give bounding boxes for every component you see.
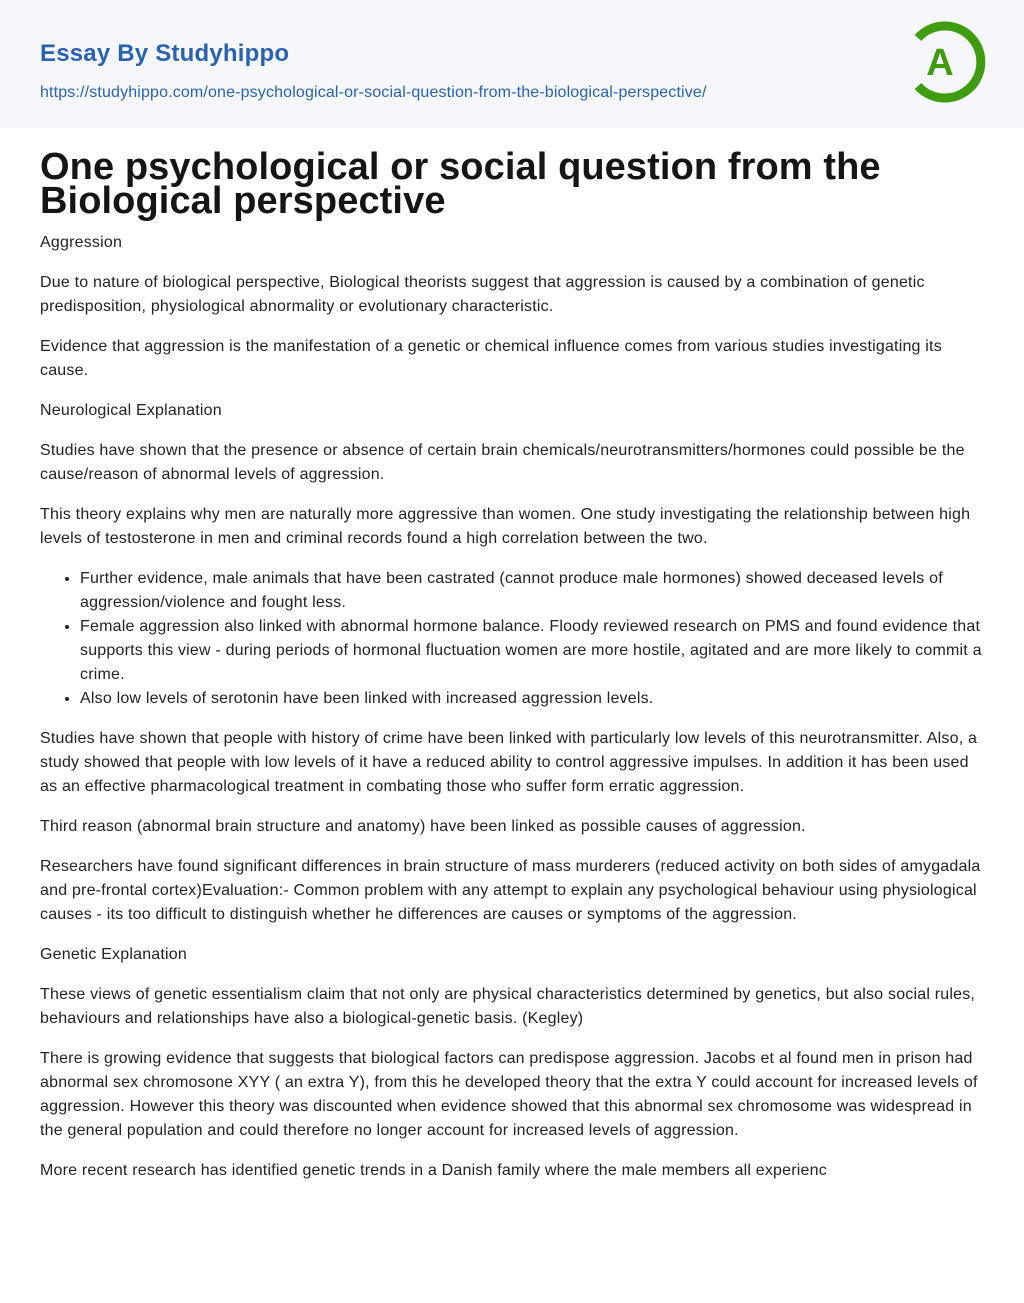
paragraph: Studies have shown that the presence or absence of certain brain chemicals/neurotransmitters/hormones could possible be the cause/reason of abnormal levels of aggression. [40,442,965,483]
svg-text:A: A [926,42,954,84]
paragraph: Aggression [40,234,123,251]
paragraph: More recent research has identified genetic trends in a Danish family where the male members all experienc [40,1162,827,1179]
paragraph: This theory explains why men are naturally more aggressive than women. One study investigating the relationship between high levels of testosterone in men and criminal records found a high correlation between the two. [40,506,971,547]
evidence-list [40,567,984,711]
paragraph: Neurological Explanation [40,402,222,419]
paragraph: Evidence that aggression is the manifestation of a genetic or chemical influence comes from various studies investigating its cause. [40,338,942,379]
article-url-link[interactable]: https://studyhippo.com/one-psychological-or-social-question-from-the-biological-perspective/ [40,84,707,101]
list-item: • Further evidence, male animals that have been castrated (cannot produce male hormones) showed deceased levels of aggression/violence and fought less. [80,567,984,615]
studyhippo-logo-icon[interactable] [906,20,990,104]
brand-title[interactable]: Essay By Studyhippo [40,40,290,67]
paragraph: Studies have shown that people with history of crime have been linked with particularly low levels of this neurotransmitter. Also, a study showed that people with low levels of it have a reduced ability to control aggressive impulses. In addition it has been used as an effective pharmacological treatment in combating those who suffer form erratic aggression. [40,730,978,795]
paragraph: Third reason (abnormal brain structure and anatomy) have been linked as possible causes of aggression. [40,818,806,835]
paragraph: Researchers have found significant differences in brain structure of mass murderers (reduced activity on both sides of amygadala and pre-frontal cortex)Evaluation:- Common problem with any attempt to explain any psychological behaviour using physiological causes - its too difficult to distinguish whether he differences are causes or symptoms of the aggression. [40,858,981,923]
site-header [0,0,1024,128]
paragraph: There is growing evidence that suggests that biological factors can predispose aggression. Jacobs et al found men in prison had abnormal sex chromosone XYY ( an extra Y), from this he developed theory that the extra Y could account for increased levels of aggression. However this theory was discounted when evidence showed that this abnormal sex chromosome was widespread in the general population and could therefore no longer account for increased levels of aggression. [40,1050,978,1139]
list-item: • Female aggression also linked with abnormal hormone balance. Floody reviewed research on PMS and found evidence that supports this view - during periods of hormonal fluctuation women are more hostile, agitated and are more likely to commit a crime. [80,615,984,687]
article [0,128,1024,1183]
paragraph: Due to nature of biological perspective, Biological theorists suggest that aggression is caused by a combination of genetic predisposition, physiological abnormality or evolutionary characteristic. [40,274,925,315]
paragraph: Genetic Explanation [40,946,188,963]
article-title: One psychological or social question from the Biological perspective [40,146,881,222]
paragraph: These views of genetic essentialism claim that not only are physical characteristics determined by genetics, but also social rules, behaviours and relationships have also a biological-genetic basis. (Kegley) [40,986,976,1027]
list-item: • Also low levels of serotonin have been linked with increased aggression levels. [80,687,984,711]
